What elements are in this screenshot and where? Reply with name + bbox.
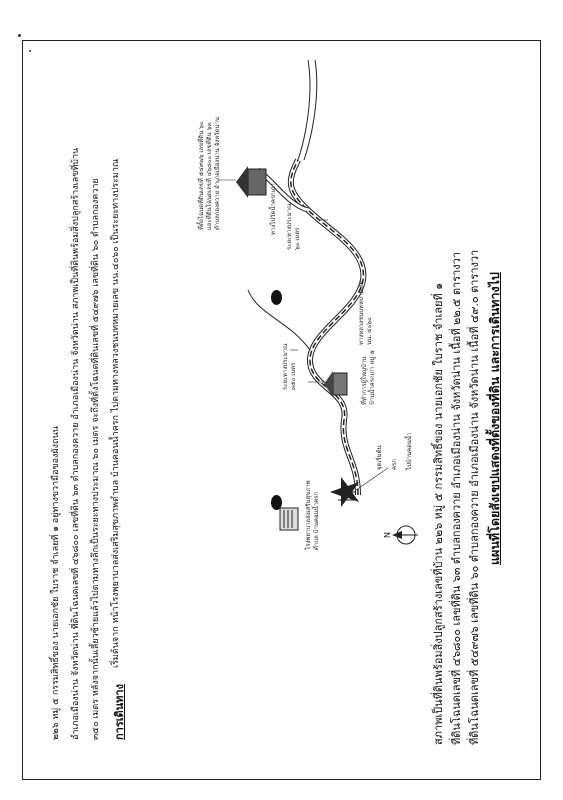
north-arrow-icon — [392, 526, 418, 544]
distance-350-label: ระยะทางประมาณ ๓๕๐ เมตร — [282, 343, 297, 390]
route-line: ๓๕๐ เมตร หลังจากนั้นเลี้ยวซ้ายแล้วไปตามทางลึกเป็นระยะทางประมาณ ๖๐ เมตร จะถึงที่ตั้งโฉนดที่ดินเลขที่ ๕๔๙๗๖ เลขที่ดิน ๖๐ ตำบลกองควาย — [91, 178, 101, 740]
distance-60-label: ระยะทางประมาณ ๖๐ เมตร — [286, 203, 301, 250]
target-parcel-label: ที่ตั้งโฉนดที่ดินเลขที่ ๕๔๙๗๖ เลขที่ดิน ๖๐ และที่ดินโฉนดเลขที่ ๔๖๘๐๐ เลขที่ดิน ๖๓ ตำบลกองควาย อำเภอเมืองน่าน จังหวัดน่าน — [198, 117, 221, 230]
village-hall-label: ที่ทำการผู้ใหญ่บ้าน บ้านน้ำครกเก่า หมู่ ๕ — [361, 350, 376, 405]
parcel-line-1: ที่ดินโฉนดเลขที่ ๕๔๙๗๖ เลขที่ดิน ๖๐ ตำบลกองควาย อำเภอเมืองน่าน จังหวัดน่าน เนื้อที่ ๔๙.๐ ตารางวา — [468, 249, 481, 745]
route-line: ๒๒๖ หมู่ ๕ กรรมสิทธิ์ของ นายเอกชัย ใบราช จำเลยที่ ๑ อยู่ทางขวามือของผังถนน — [51, 426, 61, 740]
north-arrow-label: N — [383, 532, 392, 538]
target-house-icon — [236, 166, 266, 198]
to-village-road-label: ไปบ้านคอนน้ำ — [406, 432, 413, 470]
north-road-label: ครก — [391, 459, 398, 470]
start-point-label: จุดเริ่มต้น — [376, 445, 383, 470]
map-title: แผนที่โดยสังเขปแสดงที่ตั้งของที่ดิน และการเดินทางไป — [487, 272, 502, 565]
start-callout — [356, 468, 388, 490]
village-hall-building-icon — [324, 371, 347, 397]
parcel-line-3: สภาพเป็นที่ดินพร้อมสิ่งปลูกสร้างเลขที่บ้าน ๒๒๖ หมู่ ๕ กรรมสิทธิ์ของ นายเอกชัย ใบราช จำเลยที่ ๑ — [432, 282, 445, 745]
parcel-line-2: ที่ดินโฉนดเลขที่ ๔๖๘๐๐ เลขที่ดิน ๖๓ ตำบลกองควาย อำเภอเมืองน่าน จังหวัดน่าน เนื้อที่ ๒๒.๕ ตารางวา — [450, 251, 463, 745]
route-title: การเดินทาง — [113, 684, 126, 740]
route-line: อำเภอเมืองน่าน จังหวัดน่าน ที่ดินโฉนดเลขที่ ๔๖๘๐๐ เลขที่ดิน ๖๓ ตำบลกองควาย อำเภอเมืองน่าน จังหวัดน่าน สภาพเป็นที่ดินพร้อมสิ่งปลูกสร้างเลขที่บ้าน — [71, 147, 81, 740]
road-name-label: ทางหลวงชนบทหมายเลข นน. ๔๐๖๐ — [358, 280, 373, 345]
route-line: เริ่มต้นจาก หน้าโรงพยาบาลส่งเสริมสุขภาพตำบล บ้านคอนน้ำครก ไปตามทางหลวงชนบทหมายเลข นน.๔๐๖๐ เป็นระยะทางประมาณ — [111, 158, 121, 668]
temple-road-label: ทางไปวัดน้ำครกเก่า — [270, 183, 277, 235]
hospital-building-icon — [280, 508, 298, 530]
hospital-label: โรงพยาบาลส่งเสริมสุขภาพ ตำบล บ้านคอนน้ำครก — [305, 480, 320, 550]
